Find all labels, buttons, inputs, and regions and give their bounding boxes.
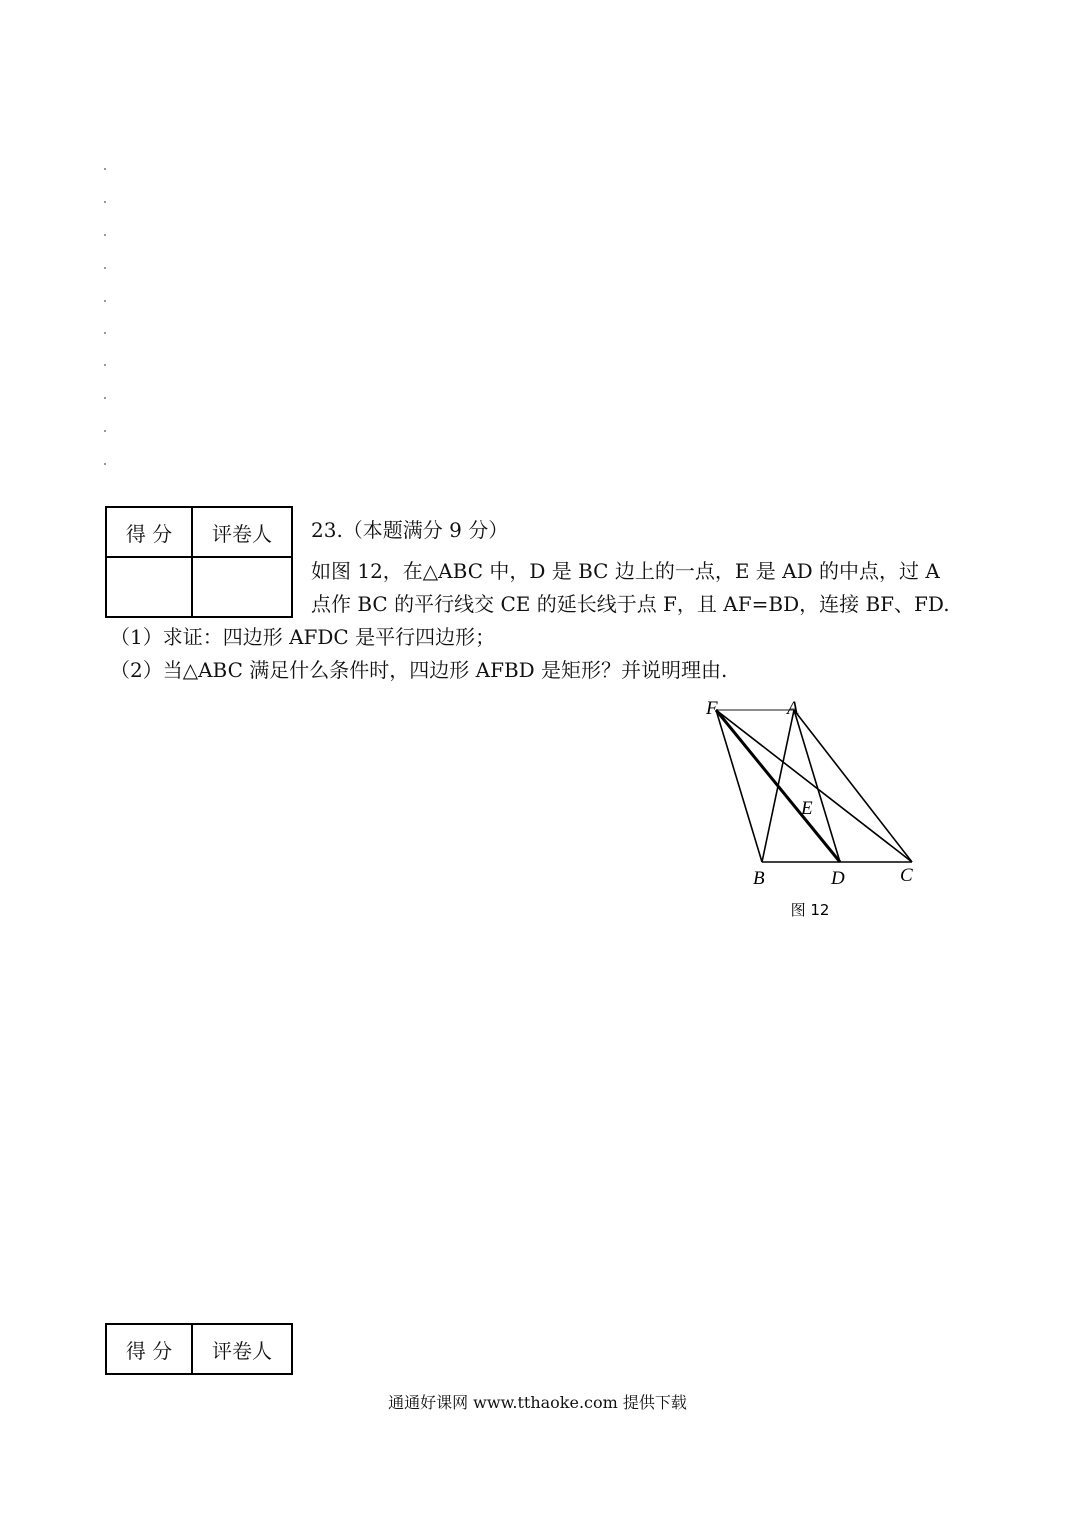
grader-header: 评卷人 bbox=[192, 1324, 292, 1374]
score-table bbox=[105, 506, 293, 618]
label-D: D bbox=[831, 868, 845, 889]
margin-dot bbox=[104, 397, 106, 399]
margin-dot bbox=[104, 300, 106, 302]
margin-dot bbox=[104, 364, 106, 366]
geometry-figure bbox=[690, 690, 930, 930]
label-A: A bbox=[787, 698, 799, 719]
question-part-1: （1）求证：四边形 AFDC 是平行四边形； bbox=[110, 625, 496, 649]
margin-dot bbox=[104, 168, 106, 170]
label-C: C bbox=[900, 865, 913, 886]
question-text-line-1: 如图 12，在△ABC 中，D 是 BC 边上的一点，E 是 AD 的中点，过 A bbox=[311, 559, 940, 583]
grader-cell bbox=[192, 557, 292, 617]
segment-AD bbox=[794, 710, 840, 862]
margin-dot bbox=[104, 430, 106, 432]
margin-dot bbox=[104, 234, 106, 236]
label-B: B bbox=[753, 868, 765, 889]
label-E: E bbox=[801, 798, 813, 819]
segment-FC bbox=[716, 710, 912, 862]
segment-FB bbox=[716, 710, 762, 862]
margin-dot bbox=[104, 201, 106, 203]
footer: 通通好课网 www.tthaoke.com 提供下载 bbox=[388, 1393, 687, 1412]
label-F: F bbox=[706, 698, 718, 719]
score-table-2 bbox=[105, 1323, 293, 1375]
score-header: 得 分 bbox=[106, 1324, 192, 1374]
score-cell bbox=[106, 557, 192, 617]
score-header: 得 分 bbox=[106, 507, 192, 557]
segment-AC bbox=[794, 710, 912, 862]
question-part-2: （2）当△ABC 满足什么条件时，四边形 AFBD 是矩形？并说明理由. bbox=[110, 658, 728, 682]
question-title: 23.（本题满分 9 分） bbox=[311, 518, 509, 542]
figure-caption: 图 12 bbox=[790, 901, 830, 919]
margin-dot bbox=[104, 332, 106, 334]
question-text-line-2: 点作 BC 的平行线交 CE 的延长线于点 F，且 AF=BD，连接 BF、FD. bbox=[311, 592, 950, 616]
segment-FD bbox=[716, 710, 840, 862]
grader-header: 评卷人 bbox=[192, 507, 292, 557]
margin-dot bbox=[104, 267, 106, 269]
margin-dot bbox=[104, 463, 106, 465]
